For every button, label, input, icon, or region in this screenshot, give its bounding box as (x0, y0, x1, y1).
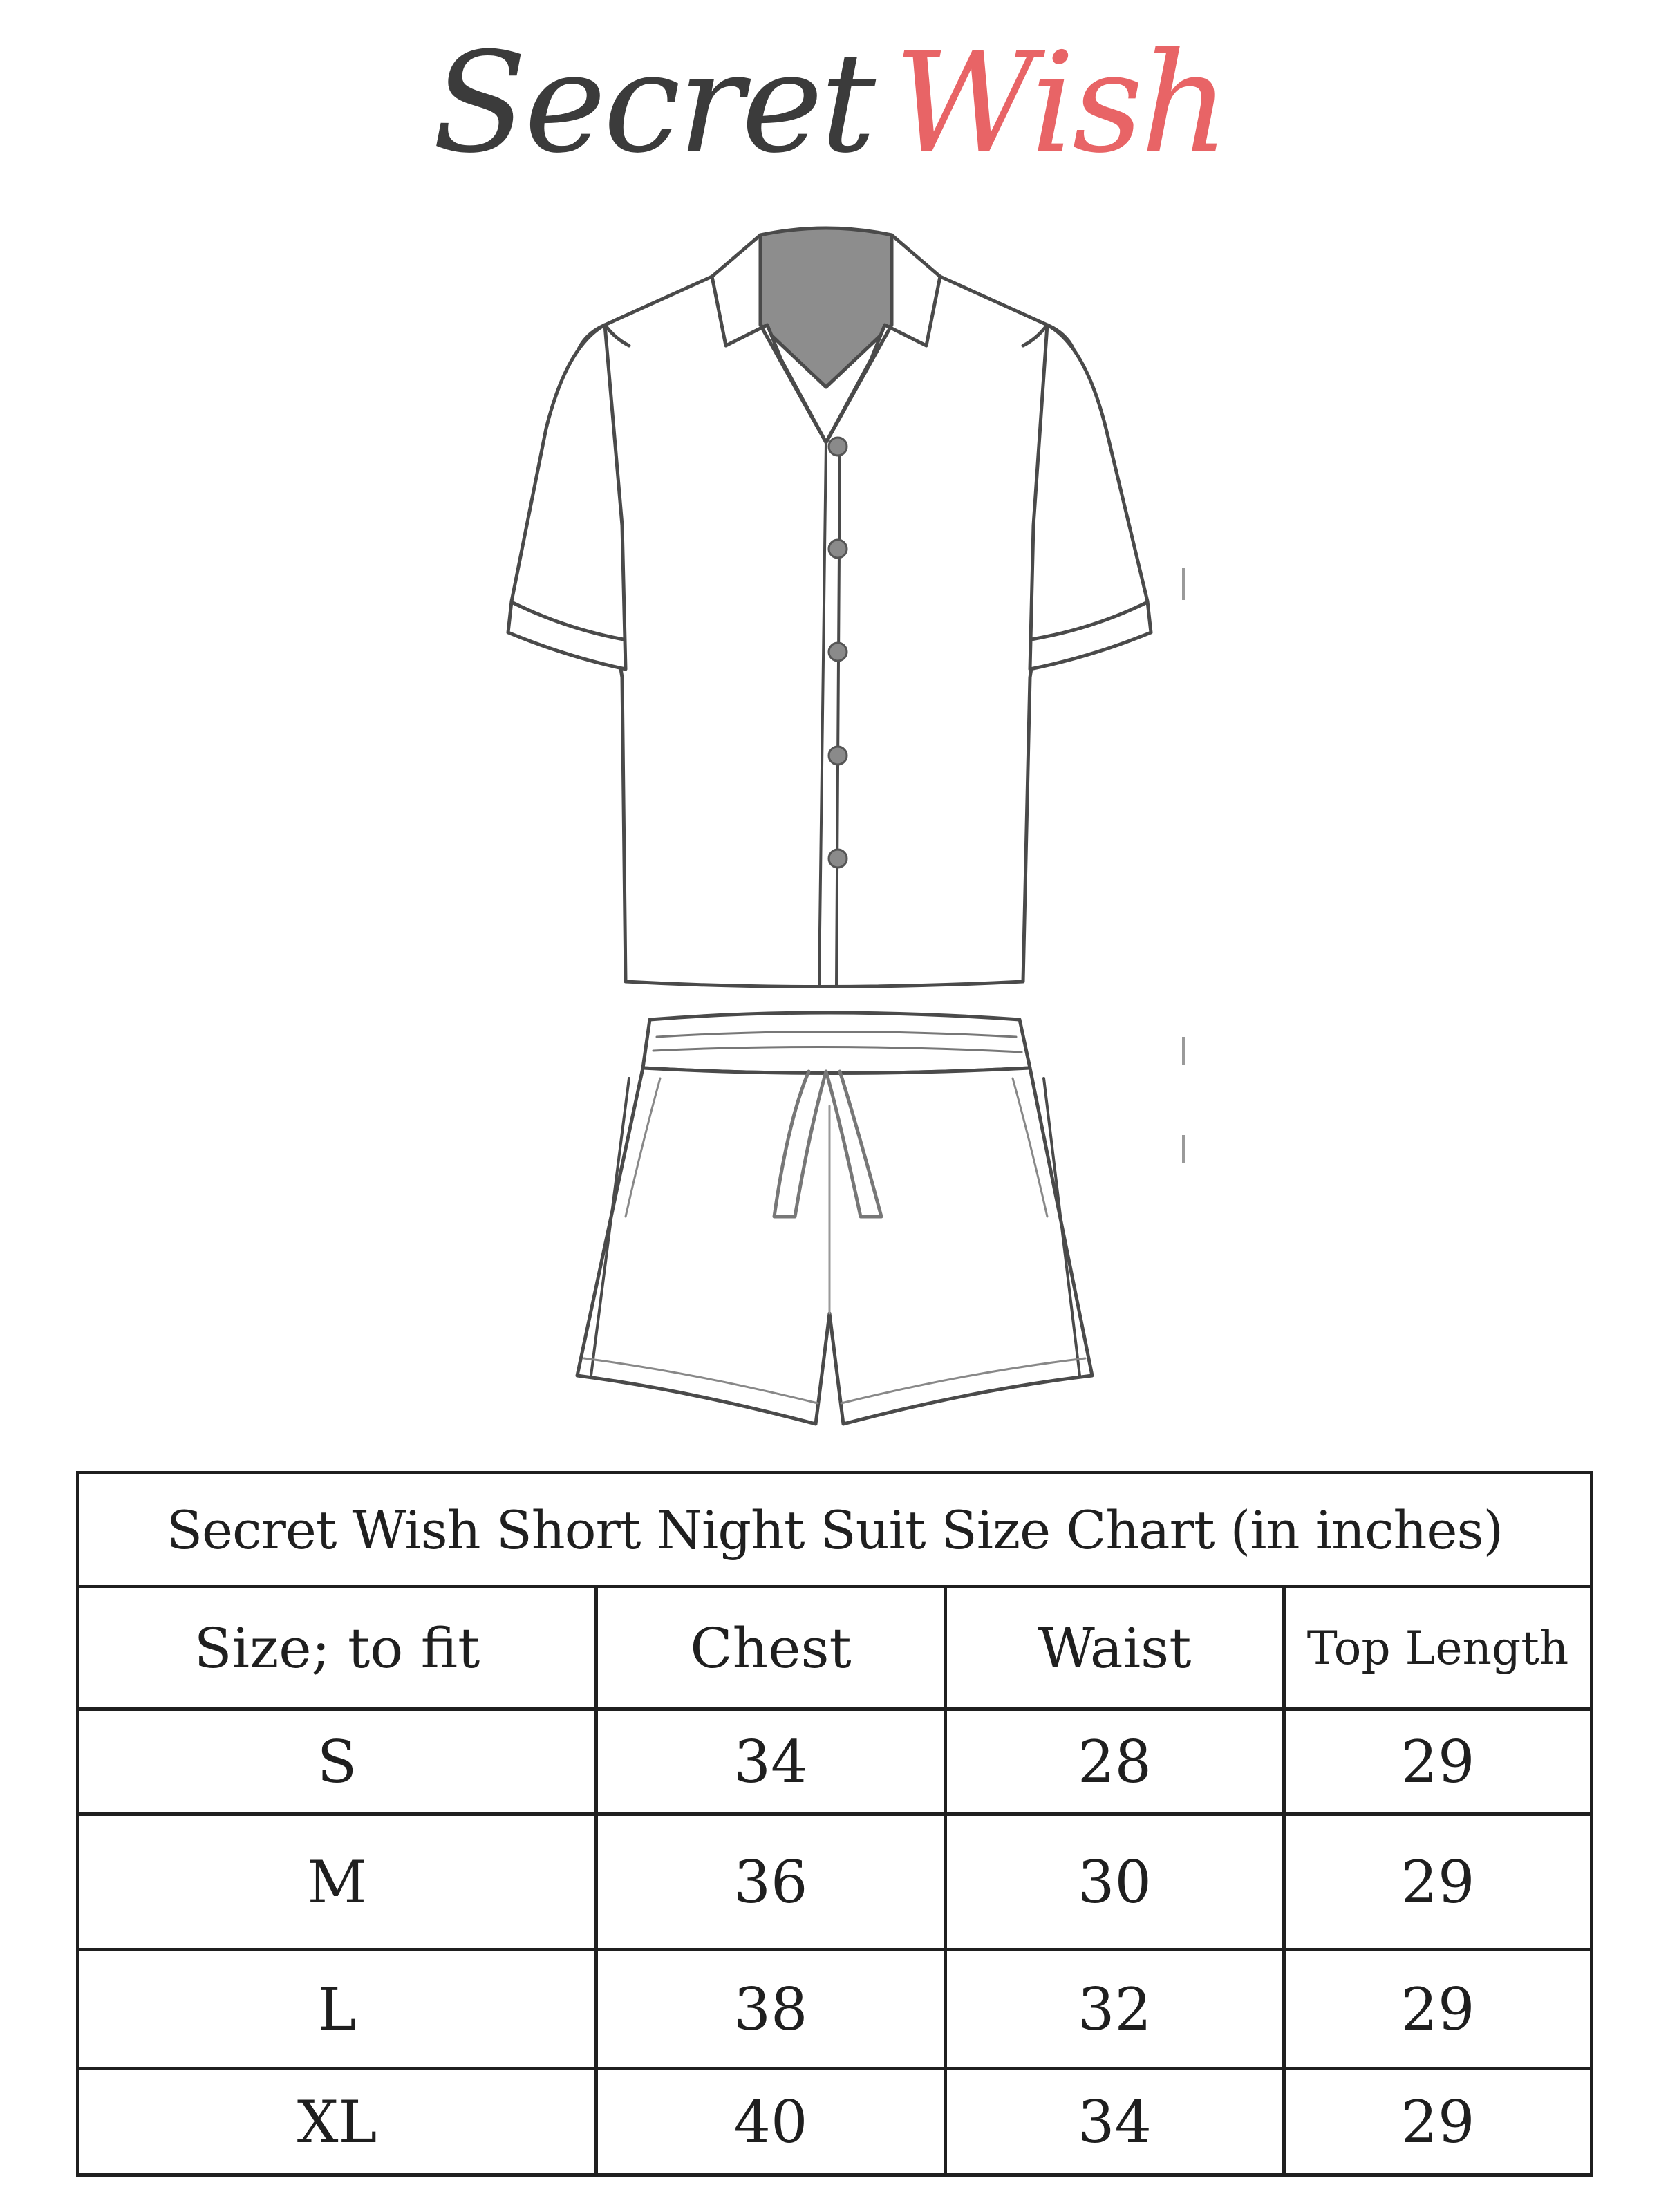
table-row (78, 1950, 1592, 2069)
size-cell: XL (78, 2069, 597, 2175)
top-length-cell: 29 (1284, 2069, 1592, 2175)
left-sleeve (508, 325, 626, 669)
shirt-drawing (508, 228, 1151, 987)
button (829, 643, 847, 661)
header-chest: Chest (597, 1587, 946, 1709)
button (829, 540, 847, 558)
edge-mark (1182, 568, 1185, 600)
header-top-length: Top Length (1284, 1587, 1592, 1709)
top-length-cell: 29 (1284, 1950, 1592, 2069)
waist-cell: 34 (946, 2069, 1284, 2175)
size-cell: S (78, 1709, 597, 1815)
edge-mark (1182, 1037, 1185, 1065)
size-chart-title: Secret Wish Short Night Suit Size Chart (in inches) (78, 1473, 1592, 1587)
chest-cell: 40 (597, 2069, 946, 2175)
header-waist: Waist (946, 1587, 1284, 1709)
right-sleeve (1030, 325, 1151, 669)
edge-mark (1182, 1135, 1185, 1163)
size-cell: M (78, 1815, 597, 1950)
shorts-legs (577, 1068, 1092, 1424)
waist-cell: 32 (946, 1950, 1284, 2069)
brand-word-secret: Secret (432, 23, 874, 184)
header-row (78, 1587, 1592, 1709)
chest-cell: 36 (597, 1815, 946, 1950)
button (829, 438, 847, 456)
shorts-drawing (577, 1013, 1092, 1424)
table-row (78, 1709, 1592, 1815)
button (829, 850, 847, 868)
chest-cell: 38 (597, 1950, 946, 2069)
waist-cell: 30 (946, 1815, 1284, 1950)
waist-cell: 28 (946, 1709, 1284, 1815)
chest-cell: 34 (597, 1709, 946, 1815)
brand-word-wish: Wish (894, 23, 1227, 184)
table-row (78, 1815, 1592, 1950)
button (829, 747, 847, 765)
table-row (78, 2069, 1592, 2175)
header-size: Size; to fit (78, 1587, 597, 1709)
size-cell: L (78, 1950, 597, 2069)
size-chart-title-row (78, 1473, 1592, 1587)
waistband (643, 1013, 1030, 1074)
top-length-cell: 29 (1284, 1709, 1592, 1815)
top-length-cell: 29 (1284, 1815, 1592, 1950)
size-chart-table (76, 1471, 1593, 2177)
